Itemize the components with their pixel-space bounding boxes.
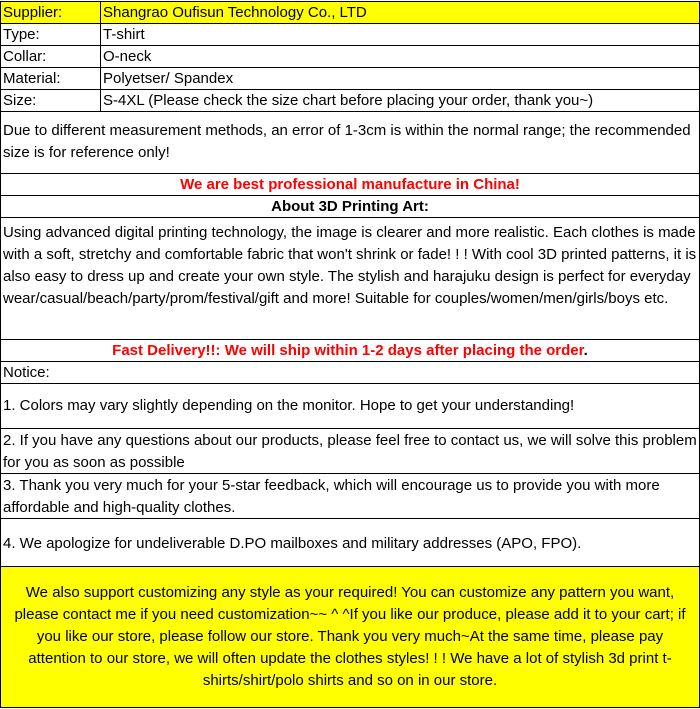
spec-row-supplier: [0, 1, 700, 24]
spec-label: Material:: [1, 68, 101, 89]
spec-row-collar: [0, 46, 700, 68]
notice-heading: Notice:: [0, 362, 700, 384]
delivery-banner: [0, 340, 700, 362]
notice-item-1: 1. Colors may vary slightly depending on the monitor. Hope to get your understanding!: [0, 384, 700, 429]
notice-item-3: 3. Thank you very much for your 5-star feedback, which will encourage us to provide you with more affordable and high-quality clothes.: [0, 474, 700, 519]
notice-item-4: 4. We apologize for undeliverable D.PO mailboxes and military addresses (APO, FPO).: [0, 519, 700, 567]
delivery-text: Fast Delivery!!: We will ship within 1-2 days after placing the order: [112, 342, 584, 359]
spec-label: Size:: [1, 90, 101, 111]
spec-row-type: [0, 24, 700, 46]
spec-label: Collar:: [1, 46, 101, 67]
spec-value: T-shirt: [103, 26, 145, 43]
spec-value: Polyetser/ Spandex: [103, 70, 234, 87]
spec-row-material: [0, 68, 700, 90]
customization-banner: We also support customizing any style as your required! You can customize any pattern you want, please contact me if you need customization~~ ^ ^If you like our produce, please add it to your cart; if you like our store, please follow our store. Thank you very much~At the same time, please pay attention to our store, we will often update the clothes styles! ! ! We have a lot of stylish 3d print t-shirts/shirt/polo shirts and so on in our store.: [0, 567, 700, 708]
spec-row-size: [0, 90, 700, 112]
spec-label: Supplier:: [1, 2, 101, 23]
spec-value: Shangrao Oufisun Technology Co., LTD: [103, 4, 367, 21]
spec-value: O-neck: [103, 48, 152, 65]
spec-label: Type:: [1, 24, 101, 45]
notice-item-2: 2. If you have any questions about our products, please feel free to contact us, we will solve this problem for you as soon as possible: [0, 429, 700, 474]
printing-description: Using advanced digital printing technology, the image is clearer and more realistic. Each clothes is made with a soft, stretchy and comfortable fabric that won't shrink or fade! ! ! With cool 3D printed patterns, it is also easy to dress up and create your own style. The stylish and harajuku design is perfect for everyday wear/casual/beach/party/prom/festival/gift and more! Suitable for couples/women/men/girls/boys etc.: [0, 218, 700, 340]
spec-value: S-4XL (Please check the size chart before placing your order, thank you~): [103, 92, 594, 109]
measurement-note: Due to different measurement methods, an error of 1-3cm is within the normal range; the recommended size is for reference only!: [0, 112, 700, 174]
delivery-period: .: [583, 342, 588, 359]
printing-heading: About 3D Printing Art:: [0, 196, 700, 218]
manufacturer-banner: We are best professional manufacture in China!: [0, 174, 700, 196]
